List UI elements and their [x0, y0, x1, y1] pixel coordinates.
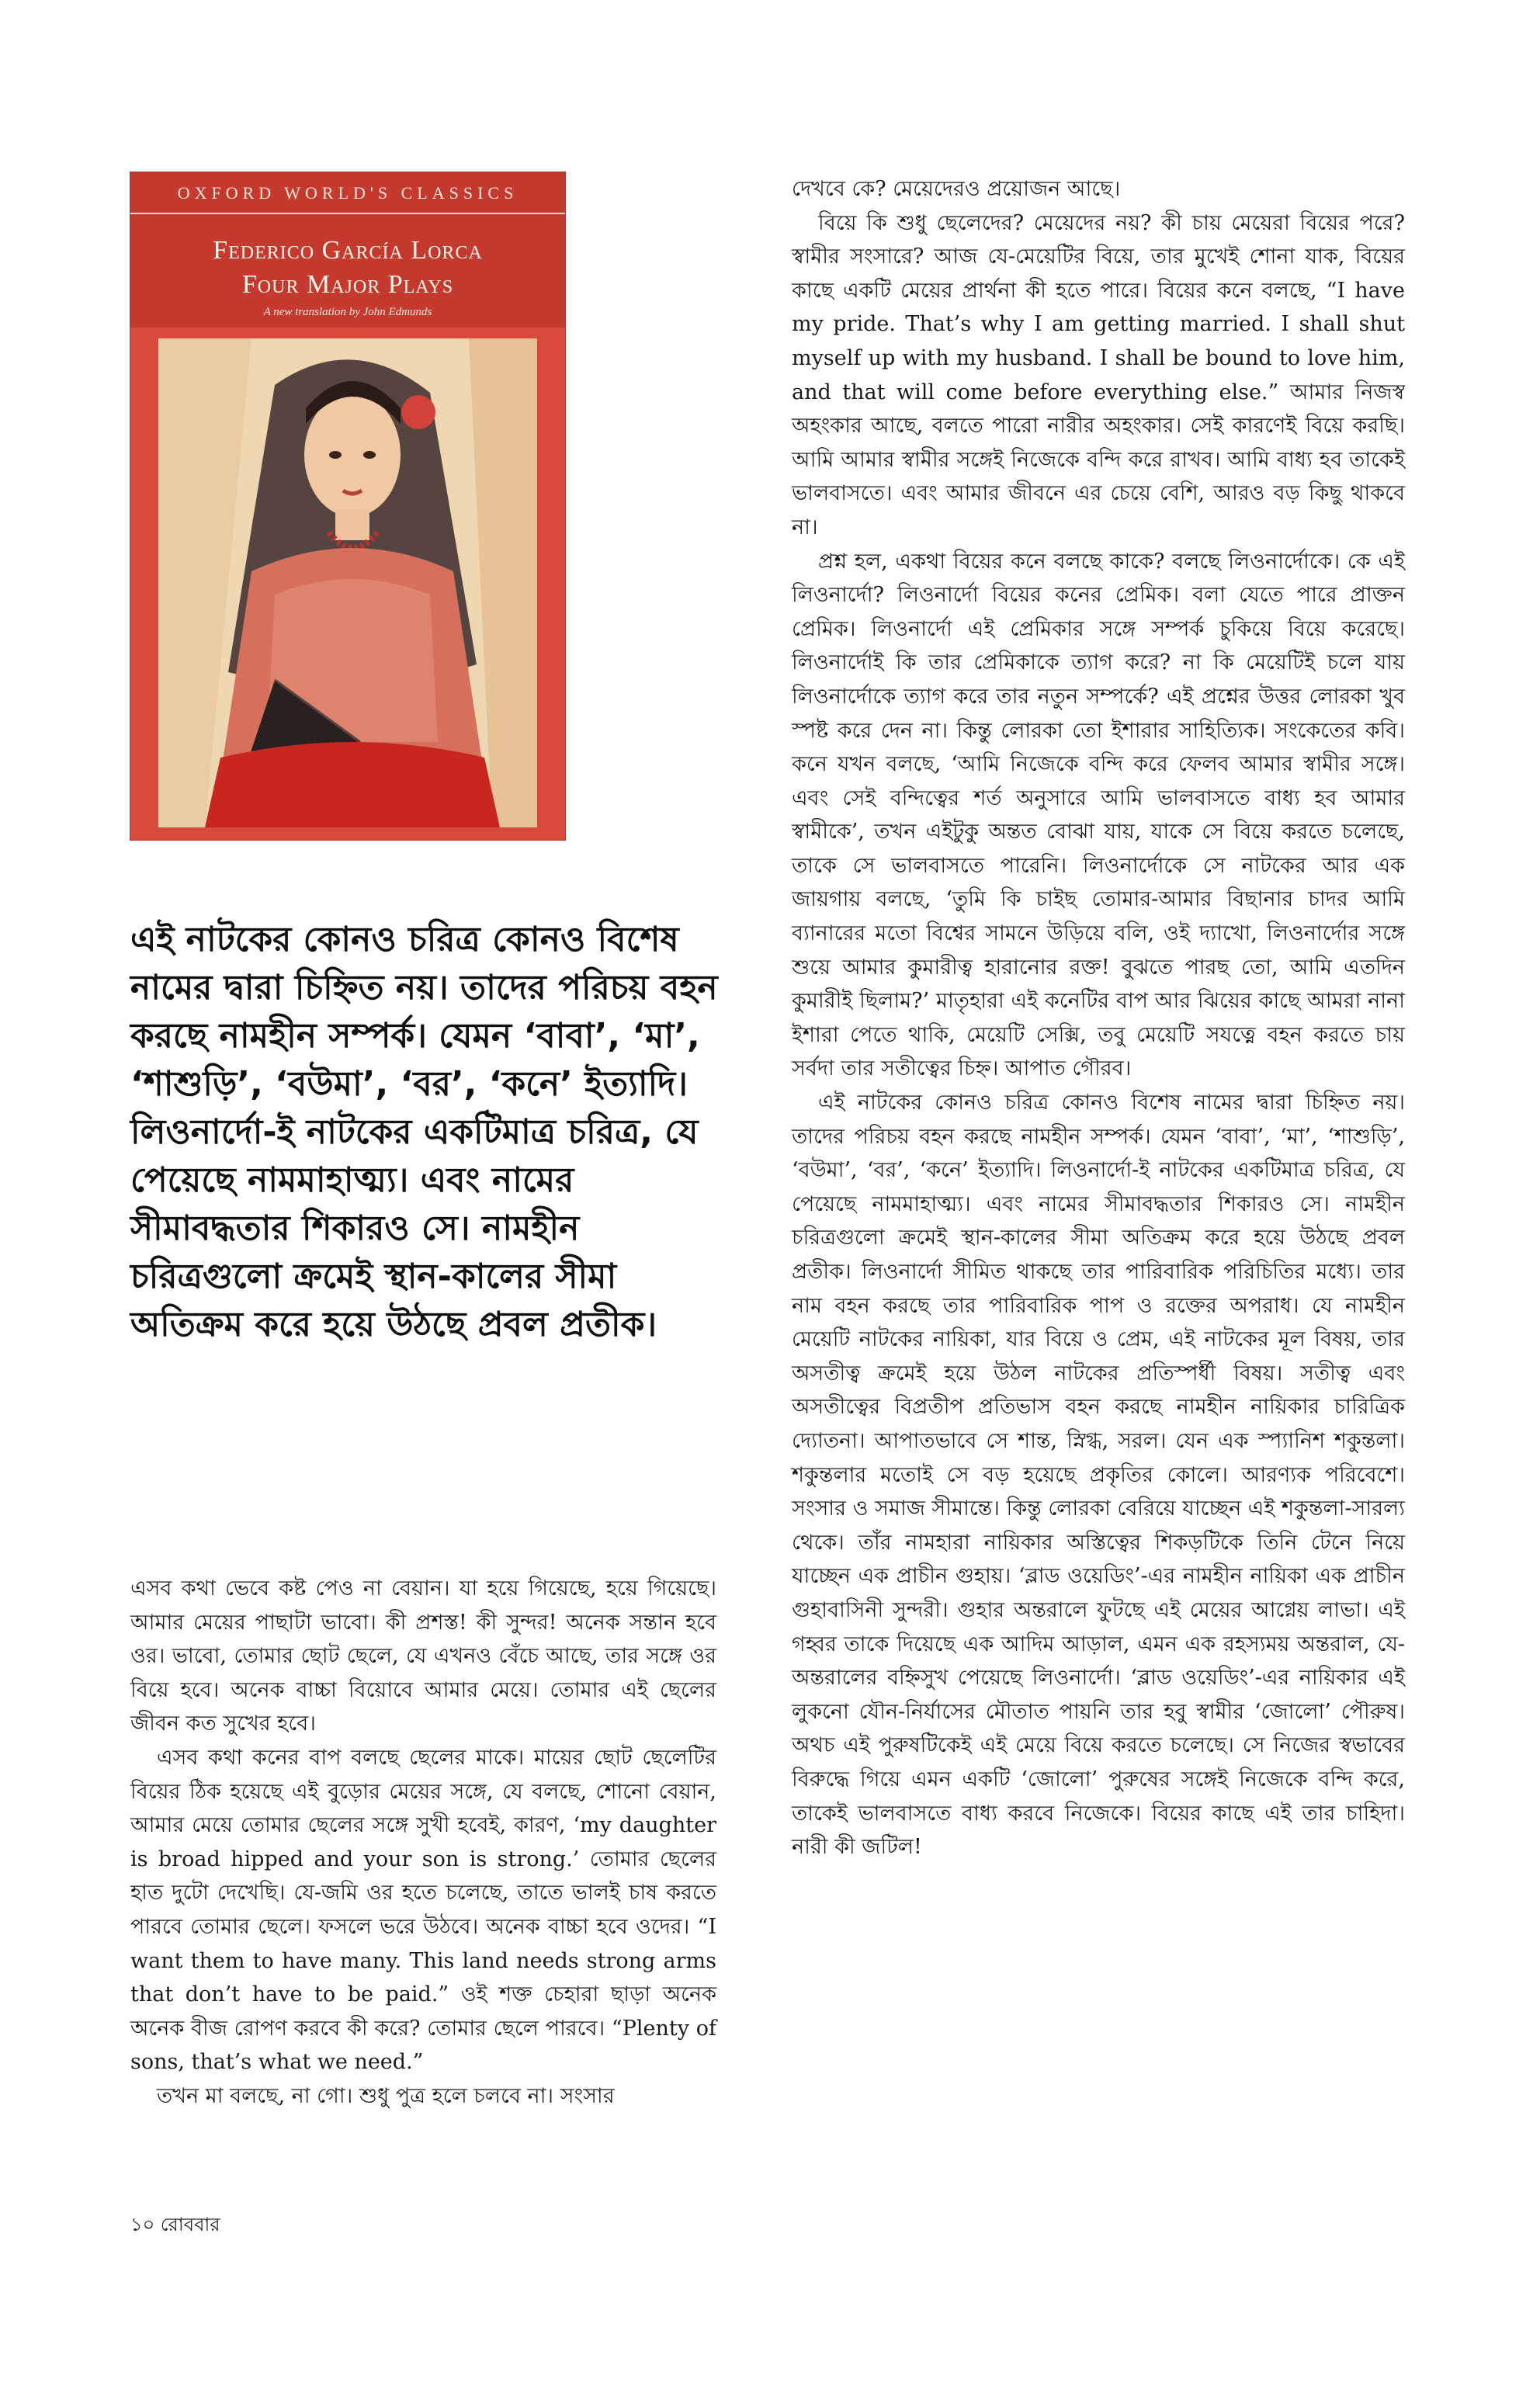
- paragraph: তখন মা বলছে, না গো। শুধু পুত্র হলে চলবে না। সংসার: [157, 2083, 615, 2108]
- cover-divider: [130, 213, 565, 214]
- paragraph: বিয়ে কি শুধু ছেলেদের? মেয়েদের নয়? কী চায় মেয়েরা বিয়ের পরে? স্বামীর সংসারে? আজ যে-মেয়েটির বিয়ে, তার মুখেই শোনা যাক, বিয়ের কাছে একটি মেয়ের প্রার্থনা কী হতে পারে। বিয়ের কনে বলছে, “I have my pride. That’s why I am getting married. I shall shut myself up with my husband. I shall be bound to love him, and that will come before everything else.” আমার নিজস্ব অহংকার আছে, বলতে পারো নারীর অহংকার। সেই কারণেই বিয়ে করছি। আমি আমার স্বামীর সঙ্গেই নিজেকে বন্দি করে রাখব। আমি বাধ্য হব তাকেই ভালবাসতে। এবং আমার জীবনে এর চেয়ে বেশি, আরও বড় কিছু থাকবে না।: [792, 210, 1405, 539]
- paragraph: এসব কথা কনের বাপ বলছে ছেলের মাকে। মায়ের ছোট ছেলেটির বিয়ের ঠিক হয়েছে এই বুড়োর মেয়ের সঙ্গে, যে বলছে, শোনো বেয়ান, আমার মেয়ে তোমার ছেলের সঙ্গে সুখী হবেই, কারণ, ‘my daughter is broad hipped and your son is strong.’ তোমার ছেলের হাত দুটো দেখেছি। যে-জমি ওর হতে চলেছে, তাতে ভালই চাষ করতে পারবে তোমার ছেলে। ফসলে ভরে উঠবে। অনেক বাচ্চা হবে ওদের। “I want them to have many. This land needs strong arms that don’t have to be paid.” ওই শক্ত চেহারা ছাড়া অনেক অনেক বীজ রোপণ করবে কী করে? তোমার ছেলে পারবে। “Plenty of sons, that’s what we need.”: [130, 1745, 716, 2075]
- cover-painting: [158, 338, 537, 827]
- cover-title: Four Major Plays: [241, 270, 454, 299]
- cover-subtitle: A new translation by John Edmunds: [263, 306, 432, 318]
- cover-author: Federico García Lorca: [213, 236, 483, 265]
- right-column: [792, 172, 1405, 1864]
- paragraph: এই নাটকের কোনও চরিত্র কোনও বিশেষ নামের দ্বারা চিহ্নিত নয়। তাদের পরিচয় বহন করছে নামহীন সম্পর্ক। যেমন ‘বাবা’, ‘মা’, ‘শাশুড়ি’, ‘বউমা’, ‘বর’, ‘কনে’ ইত্যাদি। লিওনার্দো-ই নাটকের একটিমাত্র চরিত্র, যে পেয়েছে নামমাহাত্ম্য। এবং নামের সীমাবদ্ধতার শিকারও সে। নামহীন চরিত্রগুলো ক্রমেই স্থান-কালের সীমা অতিক্রম করে হয়ে উঠছে প্রবল প্রতীক। লিওনার্দো সীমিত থাকছে তার পারিবারিক পরিচিতির মধ্যে। তার নাম বহন করছে তার পারিবারিক পাপ ও রক্তের অপরাধ। যে নামহীন মেয়েটি নাটকের নায়িকা, যার বিয়ে ও প্রেম, এই নাটকের মূল বিষয়, তার অসতীত্ব ক্রমেই হয়ে উঠল নাটকের প্রতিস্পর্ধী বিষয়। সতীত্ব এবং অসতীত্বের বিপ্রতীপ প্রতিভাস বহন করছে নামহীন নায়িকার চারিত্রিক দ্যোতনা। আপাতভাবে সে শান্ত, স্নিগ্ধ, সরল। যেন এক স্প্যানিশ শকুন্তলা। শকুন্তলার মতোই সে বড় হয়েছে প্রকৃতির কোলে। আরণ্যক পরিবেশে। সংসার ও সমাজ সীমান্তে। কিন্তু লোরকা বেরিয়ে যাচ্ছেন এই শকুন্তলা-সারল্য থেকে। তাঁর নামহারা নায়িকার অস্তিত্বের শিকড়টিকে তিনি টেনে নিয়ে যাচ্ছেন এক প্রাচীন গুহায়। ‘ব্লাড ওয়েডিং’-এর নামহীন নায়িকা এক প্রাচীন গুহাবাসিনী সুন্দরী। গুহার অন্তরালে ফুটছে এই মেয়ের আগ্নেয় লাভা। এই গহ্বর তাকে দিয়েছে এক আদিম আড়াল, এমন এক রহস্যময় অন্তরাল, যে-অন্তরালের বহ্নিসুখ পেয়েছে লিওনার্দো। ‘ব্লাড ওয়েডিং’-এর নায়িকার এই লুকনো যৌন-নির্যাসের মৌতাত পায়নি তার হবু স্বামীর ‘জোলো’ পৌরুষ। অথচ এই পুরুষটিকেই এই মেয়ে বিয়ে করতে চলেছে। সে নিজের স্বভাবের বিরুদ্ধে গিয়ে এমন একটি ‘জোলো’ পুরুষের সঙ্গেই নিজেকে বন্দি করে, তাকেই ভালবাসতে বাধ্য করবে নিজেকে। বিয়ের কাছে এই তার চাহিদা। নারী কী জটিল!: [792, 1091, 1405, 1860]
- page-footer: ১০ রোববার: [130, 2214, 220, 2235]
- paragraph: এসব কথা ভেবে কষ্ট পেও না বেয়ান। যা হয়ে গিয়েছে, হয়ে গিয়েছে। আমার মেয়ের পাছাটা ভাবো। কী প্রশস্ত! কী সুন্দর! অনেক সন্তান হবে ওর। ভাবো, তোমার ছোট ছেলে, যে এখনও বেঁচে আছে, তার সঙ্গে ওর বিয়ে হবে। অনেক বাচ্চা বিয়োবে আমার মেয়ে। তোমার এই ছেলের জীবন কত সুখের হবে।: [130, 1576, 716, 1736]
- paragraph: প্রশ্ন হল, একথা বিয়ের কনে বলছে কাকে? বলছে লিওনার্দোকে। কে এই লিওনার্দো? লিওনার্দো বিয়ের কনের প্রেমিক। বলা যেতে পারে প্রাক্তন প্রেমিক। লিওনার্দো এই প্রেমিকার সঙ্গে সম্পর্ক চুকিয়ে বিয়ে করেছে। লিওনার্দোই কি তার প্রেমিকাকে ত্যাগ করে? না কি মেয়েটিই চলে যায় লিওনার্দোকে ত্যাগ করে তার নতুন সম্পর্কে? এই প্রশ্নের উত্তর লোরকা খুব স্পষ্ট করে দেন না। কিন্তু লোরকা তো ইশারার সাহিত্যিক। সংকেতের কবি। কনে যখন বলছে, ‘আমি নিজেকে বন্দি করে ফেলব আমার স্বামীর সঙ্গে। এবং সেই বন্দিত্বের শর্ত অনুসারে আমি ভালবাসতে বাধ্য হব আমার স্বামীকে’, তখন এইটুকু অন্তত বোঝা যায়, যাকে সে বিয়ে করতে চলেছে, তাকে সে ভালবাসতে পারেনি। লিওনার্দোকে সে নাটকের আর এক জায়গায় বলছে, ‘তুমি কি চাইছ তোমার-আমার বিছানার চাদর আমি ব্যানারের মতো বিশ্বের সামনে উড়িয়ে বলি, ওই দ্যাখো, লিওনার্দোর সঙ্গে শুয়ে আমার কুমারীত্ব হারানোর রক্ত! বুঝতে পারছ তো, আমি এতদিন কুমারীই ছিলাম?’ মাতৃহারা এই কনেটির বাপ আর ঝিয়ের কাছে আমরা নানা ইশারা পেতে থাকি, মেয়েটি সেক্সি, তবু মেয়েটি সযত্নে বহন করতে চায় সর্বদা তার সতীত্বের চিহ্ন। আপাত গৌরব।: [792, 549, 1405, 1081]
- left-column: [130, 1572, 716, 2114]
- portrait-illustration: [158, 338, 537, 827]
- cover-series-name: OXFORD WORLD'S CLASSICS: [177, 183, 519, 203]
- book-cover-image: [130, 172, 565, 840]
- pull-quote: এই নাটকের কোনও চরিত্র কোনও বিশেষ নামের দ্বারা চিহ্নিত নয়। তাদের পরিচয় বহন করছে নামহীন সম্পর্ক। যেমন ‘বাবা’, ‘মা’, ‘শাশুড়ি’, ‘বউমা’, ‘বর’, ‘কনে’ ইত্যাদি। লিওনার্দো-ই নাটকের একটিমাত্র চরিত্র, যে পেয়েছে নামমাহাত্ম্য। এবং নামের সীমাবদ্ধতার শিকারও সে। নামহীন চরিত্রগুলো ক্রমেই স্থান-কালের সীমা অতিক্রম করে হয়ে উঠছে প্রবল প্রতীক।: [130, 920, 718, 1344]
- paragraph: দেখবে কে? মেয়েদেরও প্রয়োজন আছে।: [792, 177, 1121, 201]
